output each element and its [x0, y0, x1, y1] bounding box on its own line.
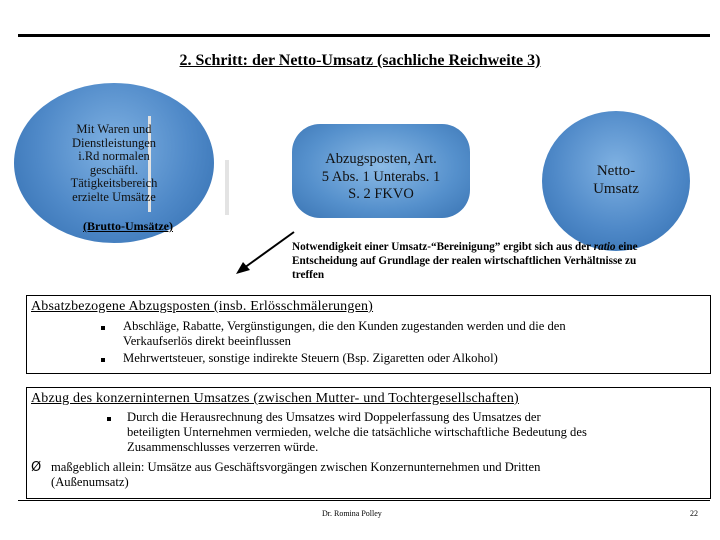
text-line: erzielte Umsätze	[72, 189, 156, 204]
sales-deductions-box	[26, 295, 711, 374]
bullet-text: Abschläge, Rabatte, Vergünstigungen, die den Kunden zugestanden werden und die den	[123, 319, 566, 333]
note-text: eine Entscheidung auf Grundlage der realen wirtschaftlichen Verhältnisse zu treffen	[292, 241, 638, 281]
square-bullet-icon	[101, 358, 105, 362]
arrow-bullet-icon: Ø	[31, 460, 42, 475]
gross-turnover-caption: (Brutto-Umsätze)	[83, 219, 173, 233]
text-line: 5 Abs. 1 Unterabs. 1	[321, 168, 441, 185]
bullet-text: Zusammenschlusses verzerren würde.	[127, 440, 319, 454]
text-line: i.Rd normalen	[78, 149, 150, 164]
arrow-bullet-item	[51, 460, 540, 490]
footer-rule	[18, 500, 710, 501]
bullet-text: (Außenumsatz)	[51, 475, 129, 489]
bullet-item	[127, 410, 587, 455]
intragroup-deductions-box	[26, 387, 711, 499]
note-text: Notwendigkeit einer Umsatz-“Bereinigung” ergibt sich aus der	[292, 241, 594, 253]
square-bullet-icon	[101, 326, 105, 330]
bullet-text: Verkaufserlös direkt beeinflussen	[123, 334, 291, 348]
square-bullet-icon	[107, 417, 111, 421]
text-line: Netto-	[596, 163, 636, 179]
bullet-item	[123, 351, 498, 366]
bullet-text: maßgeblich allein: Umsätze aus Geschäftsvorgängen zwischen Konzernunternehmen und Dritten	[51, 460, 541, 474]
page-number: 22	[690, 509, 698, 518]
bullet-text: Mehrwertsteuer, sonstige indirekte Steuern (Bsp. Zigaretten oder Alkohol)	[123, 351, 498, 365]
bullet-text: Durch die Herausrechnung des Umsatzes wird Doppelerfassung des Umsatzes der	[127, 410, 541, 424]
note-italic: ratio	[593, 241, 616, 253]
text-line: Mit Waren und	[76, 122, 152, 136]
slide-title: 2. Schritt: der Netto-Umsatz (sachliche Reichweite 3)	[179, 52, 541, 69]
text-line: Tätigkeitsbereich	[70, 176, 158, 191]
text-line: Dienstleistungen	[71, 135, 156, 150]
section-heading: Absatzbezogene Abzugsposten (insb. Erlösschmälerungen)	[31, 299, 374, 314]
section-heading: Abzug des konzerninternen Umsatzes (zwischen Mutter- und Tochtergesellschaften)	[31, 391, 519, 406]
bullet-item	[123, 319, 566, 349]
bullet-text: beteiligten Unternehmen vermieden, welche die tatsächliche wirtschaftliche Bedeutung des	[127, 425, 587, 439]
text-line: Umsatz	[593, 180, 639, 197]
footer-author: Dr. Romina Polley	[322, 509, 382, 518]
text-line: Abzugsposten, Art.	[325, 151, 437, 167]
text-line: S. 2 FKVO	[348, 186, 414, 202]
text-line: geschäftl.	[89, 162, 139, 177]
